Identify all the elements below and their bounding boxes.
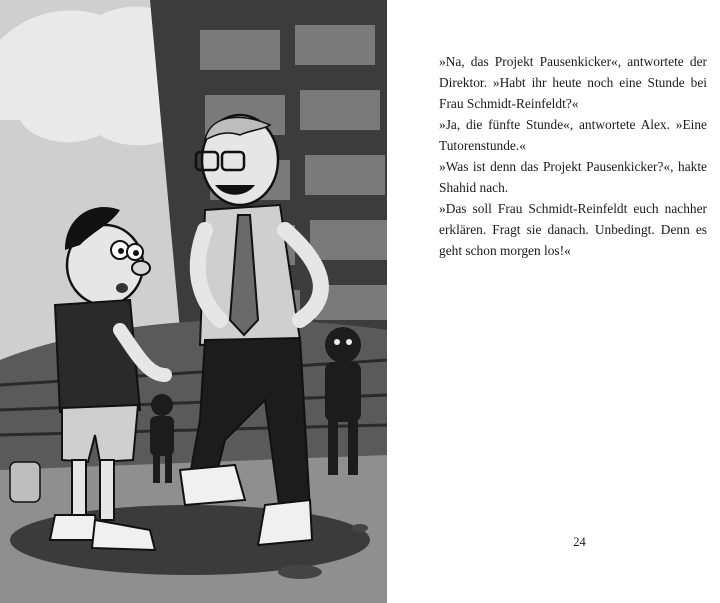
story-text [439, 51, 707, 261]
page-number: 24 [573, 535, 586, 549]
paragraph: »Na, das Projekt Pausenkicker«, antwortete der Direktor. »Habt ihr heute noch eine Stunde bei Frau Schmidt-Reinfeldt?« [439, 54, 707, 111]
paragraph: »Ja, die fünfte Stunde«, antwortete Alex. »Eine Tutorenstunde.« [439, 117, 707, 153]
paragraph: »Das soll Frau Schmidt-Reinfeldt euch nachher erklären. Fragt sie danach. Unbedingt. Denn es geht schon morgen los!« [439, 201, 707, 258]
text-page [387, 0, 720, 603]
paragraph: »Was ist denn das Projekt Pausenkicker?«, hakte Shahid nach. [439, 159, 707, 195]
